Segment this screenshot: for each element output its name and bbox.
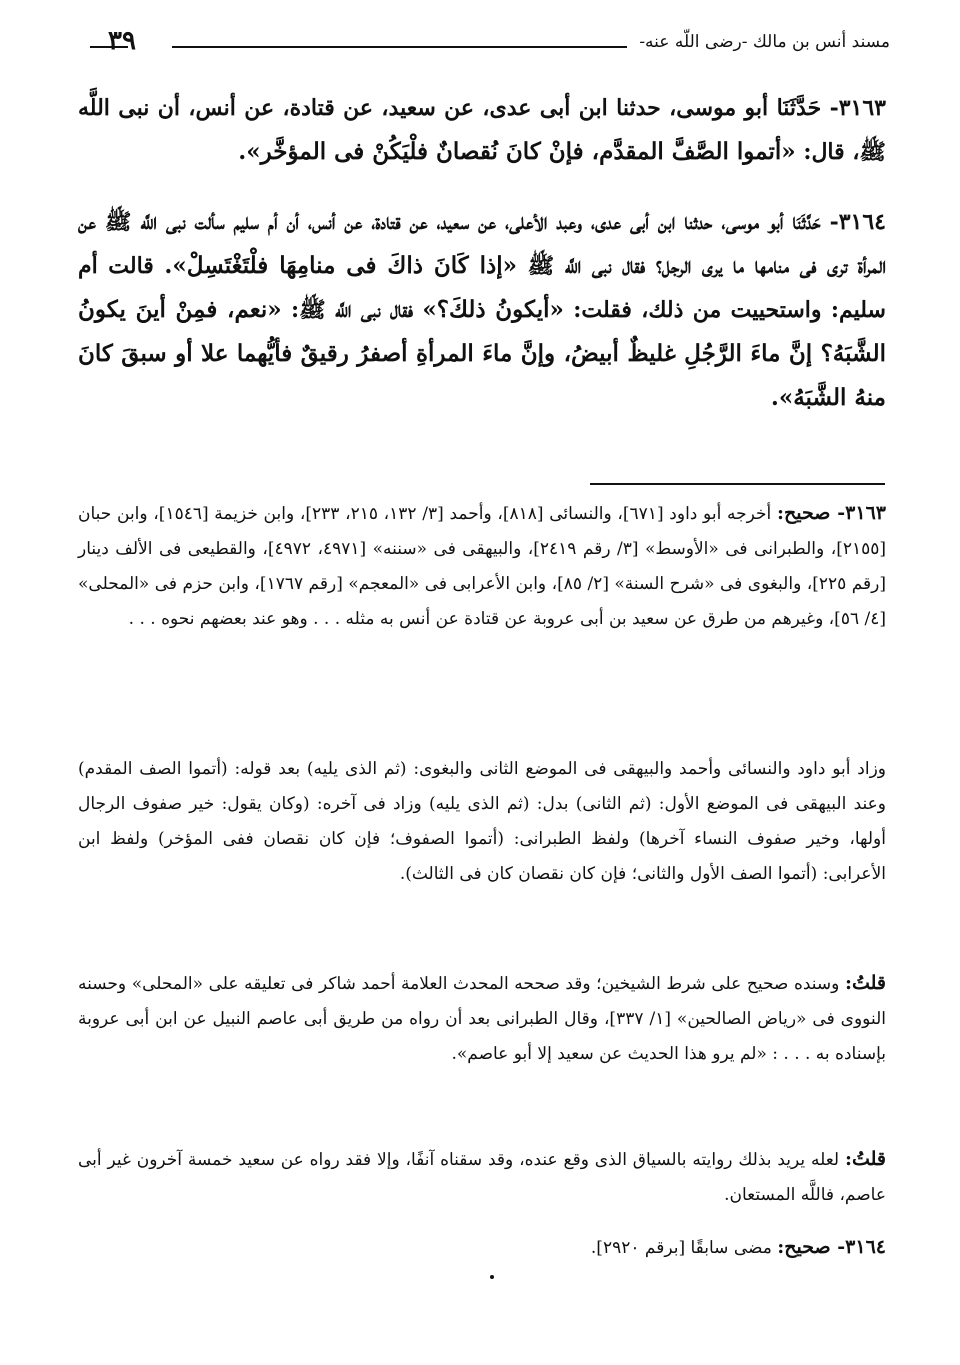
footnote-3163-additions [78,752,886,892]
hadith-isnad: أبو موسى، حدثنا ابن أبى عدى، وعبد الأعلى، عن سعيد، عن قتادة، عن أنس، أن أم سليم سألت نبى اللَّه ﷺ عن المرأة ترى فى منامها ما يرى الرجل؟ فقال نبى اللَّه ﷺ [78,209,886,279]
page-number: ٣٩ [108,26,136,56]
footnote-3163 [78,496,886,637]
hadith-number: ٣١٦٣- [829,95,886,121]
hadith-isnad: أبو موسى، حدثنا ابن أبى عدى، عن سعيد، عن قتادة، عن أنس، أن نبى اللَّه ﷺ، قال: [78,95,886,165]
footnote-text: وسنده صحيح على شرط الشيخين؛ وقد صححه المحدث العلامة أحمد شاكر فى تعليقه على «المحلى» وحسنه النووى فى «رياض الصالحين» [١/ ٣٣٧]، وقال الطبرانى بعد أن رواه من طريق أبى عاصم النبيل عن ابن أبى عروبة بإسناده به . . . : «لم يرو هذا الحديث عن سعيد إلا أبو عاصم». [78,974,886,1064]
footnote-qultu-1 [78,966,886,1072]
footnote-label: ٣١٦٤- صحيح: [777,1236,886,1258]
hadith-matn-3: «نعم، فمِنْ أينَ يكونُ الشَّبَهُ؟ إنَّ ماءَ الرَّجُلِ غليظٌ أبيضُ، وإنَّ ماءَ المرأةِ أصفرُ رقيقٌ فأيُّهما علا أو سبقَ كانَ منهُ الشَّبَهُ». [78,296,886,411]
running-title: مسند أنس بن مالك -رضى اللّه عنه- [639,32,890,52]
hadith-lead: حَدَّثَنَا [792,209,821,235]
hadith-lead: حَدَّثَنَا [776,95,822,121]
hadith-matn: «أتموا الصَّفَّ المقدَّم، فإنْ كانَ نُقصانٌ فلْيَكُنْ فى المؤخَّر». [238,138,796,165]
hadith-matn-2: «أيكونُ ذلكَ؟» [422,296,564,323]
footnote-text: أخرجه أبو داود [٦٧١]، والنسائى [٨١٨]، وأحمد [٣/ ١٣٢، ٢١٥، ٢٣٣]، وابن خزيمة [١٥٤٦]، وابن حبان [٢١٥٥]، والطبرانى فى «الأوسط» [٣/ رقم ٢٤١٩]، والبيهقى فى «سننه» [٤٩٧١، ٤٩٧٢]، والقطيعى فى الألف دينار [رقم ٢٢٥]، والبغوى فى «شرح السنة» [٢/ ٨٥]، وابن الأعرابى فى «المعجم» [رقم ١٧٦٧]، وابن حزم فى «المحلى» [٤/ ٥٦]، وغيرهم من طرق عن سعيد بن أبى عروبة عن قتادة عن أنس به مثله . . . وهو عند بعضهم نحوه . . . [78,504,887,629]
running-header [90,28,890,60]
stray-dot [490,1275,494,1279]
footnote-text: وزاد أبو داود والنسائى وأحمد والبيهقى فى الموضع الثانى والبغوى: (ثم الذى يليه) بعد قوله: (أتموا الصف المقدم) وعند البيهقى فى الموضع الأول: (ثم الثانى) بدل: (ثم الذى يليه) وزاد فى آخره: (وكان يقول: خير صفوف الرجال أولها، وخير صفوف النساء آخرها) ولفظ الطبرانى: (أتموا الصفوف؛ فإن كان نقصان ففى المؤخر) ولفظ ابن الأعرابى: (أتموا الصف الأول والثانى؛ فإن كان نقصان كان فى الثالث). [78,759,886,884]
footnote-text: لعله يريد بذلك روايته بالسياق الذى وقع عنده، وقد سقناه آنفًا، وإلا فقد رواه عن سعيد خمسة آخرون غير أبى عاصم، فاللَّه المستعان. [78,1150,886,1205]
hadith-matn-1: «إذا كَانَ ذاكَ فى منامِهَا فلْتَغْتَسِلْ». [164,252,518,279]
hadith-narration-3: فقال نبى اللَّه ﷺ: [290,297,414,323]
footnote-label: قلتُ: [844,1148,886,1170]
footnote-label: ٣١٦٣- صحيح: [776,502,886,524]
footnote-3164 [78,1230,886,1266]
footnote-label: قلتُ: [844,972,887,994]
footnote-separator [590,483,885,485]
hadith-3164 [78,200,886,420]
footnote-text: مضى سابقًا [برقم ٢٩٢٠]. [590,1238,772,1258]
hadith-narration-2: قالت أم سليم: واستحييت من ذلك، فقلت: [78,253,886,323]
hadith-number: ٣١٦٤- [829,209,886,235]
hadith-3163 [78,86,886,174]
footnote-qultu-2 [78,1142,886,1213]
header-rule-middle [172,46,627,48]
